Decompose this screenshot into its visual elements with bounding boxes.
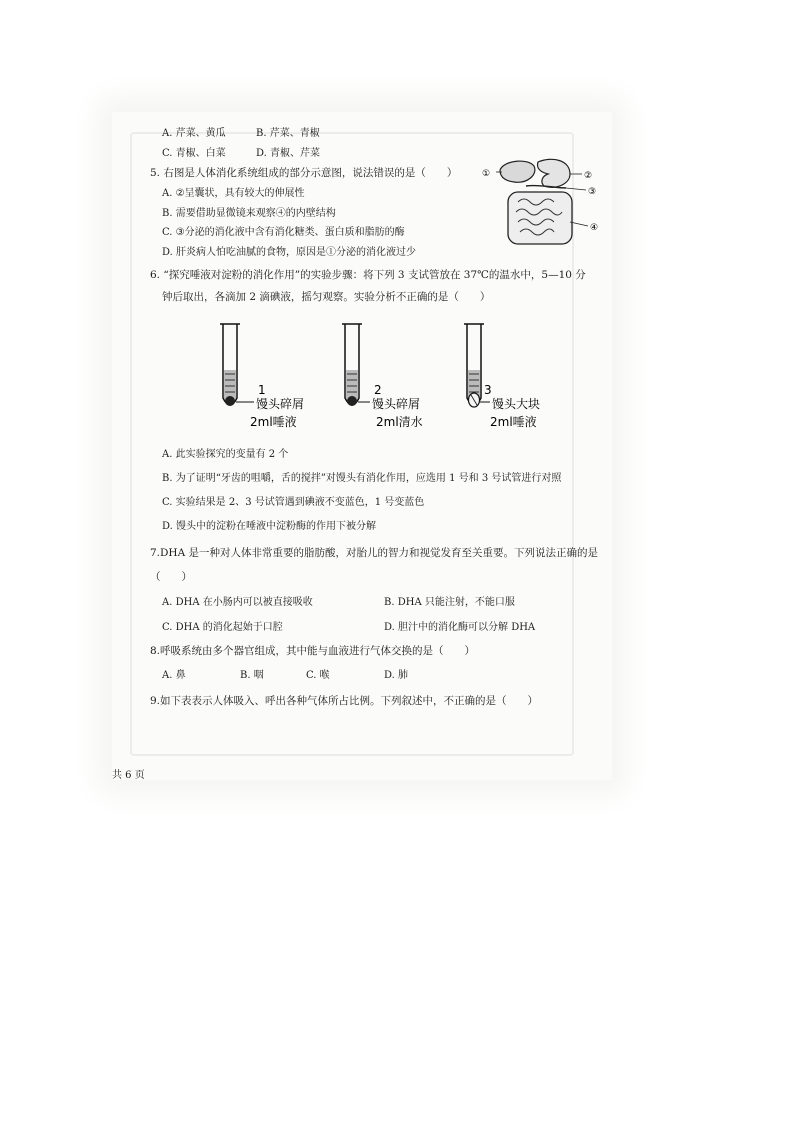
liver-shape — [500, 161, 535, 182]
q6-stem-line2: 钟后取出，各滴加 2 滴碘液，摇匀观察。实验分析不正确的是（ ） — [162, 291, 491, 303]
tube-1-content: 馒头碎屑 — [256, 397, 305, 411]
q4-option-b: B. 芹菜、青椒 — [256, 128, 320, 139]
tube-1-liquid: 2ml唾液 — [250, 415, 297, 429]
q8-option-d: D. 肺 — [384, 670, 409, 681]
tube-2-liquid: 2ml清水 — [376, 415, 423, 429]
page-footer: 共 6 页 — [112, 770, 145, 781]
figure-label-1: ① — [482, 169, 491, 179]
figure-label-4: ④ — [590, 223, 599, 233]
test-tube-2 — [342, 324, 423, 429]
q8-option-b: B. 咽 — [240, 670, 264, 681]
q5-stem: 5. 右图是人体消化系统组成的部分示意图，说法错误的是（ ） — [150, 167, 458, 179]
q7-option-b: B. DHA 只能注射，不能口服 — [384, 597, 515, 608]
figure-label-3: ③ — [588, 187, 597, 197]
tube-3-liquid: 2ml唾液 — [490, 415, 537, 429]
q9-stem: 9.如下表表示人体吸入、呼出各种气体所占比例。下列叙述中，不正确的是（ ） — [150, 695, 539, 707]
digestive-system-figure — [478, 152, 608, 252]
bread-crumbs-2 — [347, 396, 357, 406]
q4-option-a: A. 芹菜、黄瓜 — [162, 128, 226, 139]
figure-label-2: ② — [584, 171, 593, 181]
q5-option-a: A. ②呈囊状，具有较大的伸展性 — [162, 188, 305, 199]
q5-option-c: C. ③分泌的消化液中含有消化糖类、蛋白质和脂肪的酶 — [162, 227, 405, 238]
tube-3-number: 3 — [484, 383, 492, 397]
large-intestine-shape — [508, 192, 572, 244]
q6-option-a: A. 此实验探究的变量有 2 个 — [162, 449, 289, 460]
q6-option-c: C. 实验结果是 2、3 号试管遇到碘液不变蓝色，1 号变蓝色 — [162, 497, 425, 508]
test-tube-3 — [464, 324, 540, 429]
q8-option-a: A. 鼻 — [162, 670, 186, 681]
q8-option-c: C. 喉 — [306, 670, 330, 681]
q7-stem-line2: （ ） — [150, 571, 192, 583]
q8-stem: 8.呼吸系统由多个器官组成，其中能与血液进行气体交换的是（ ） — [150, 645, 476, 657]
bread-crumbs-1 — [225, 396, 235, 406]
q7-option-a: A. DHA 在小肠内可以被直接吸收 — [162, 597, 313, 608]
tube-2-content: 馒头碎屑 — [372, 397, 421, 411]
tube-2-number: 2 — [374, 383, 382, 397]
q6-option-b: B. 为了证明“牙齿的咀嚼，舌的搅拌”对馒头有消化作用，应选用 1 号和 3 号试管进行对照 — [162, 473, 562, 484]
stomach-shape — [537, 159, 570, 187]
test-tubes-figure — [210, 318, 570, 436]
tube-1-number: 1 — [258, 383, 266, 397]
q7-option-d: D. 胆汁中的消化酶可以分解 DHA — [384, 622, 536, 633]
q6-option-d: D. 馒头中的淀粉在唾液中淀粉酶的作用下被分解 — [162, 521, 377, 532]
q7-stem-line1: 7.DHA 是一种对人体非常重要的脂肪酸，对胎儿的智力和视觉发育至关重要。下列说法正确的是 — [150, 547, 599, 559]
test-tube-1 — [220, 324, 304, 429]
q7-option-c: C. DHA 的消化起始于口腔 — [162, 622, 283, 633]
q5-option-d: D. 肝炎病人怕吃油腻的食物，原因是①分泌的消化液过少 — [162, 247, 417, 258]
q6-stem-line1: 6. “探究唾液对淀粉的消化作用”的实验步骤：将下列 3 支试管放在 37℃的温水中，5—10 分 — [150, 269, 586, 281]
tube-3-content: 馒头大块 — [492, 397, 541, 411]
q4-option-d: D. 青椒、芹菜 — [256, 148, 321, 159]
q4-option-c: C. 青椒、白菜 — [162, 148, 226, 159]
q5-option-b: B. 需要借助显微镜来观察④的内壁结构 — [162, 208, 336, 219]
